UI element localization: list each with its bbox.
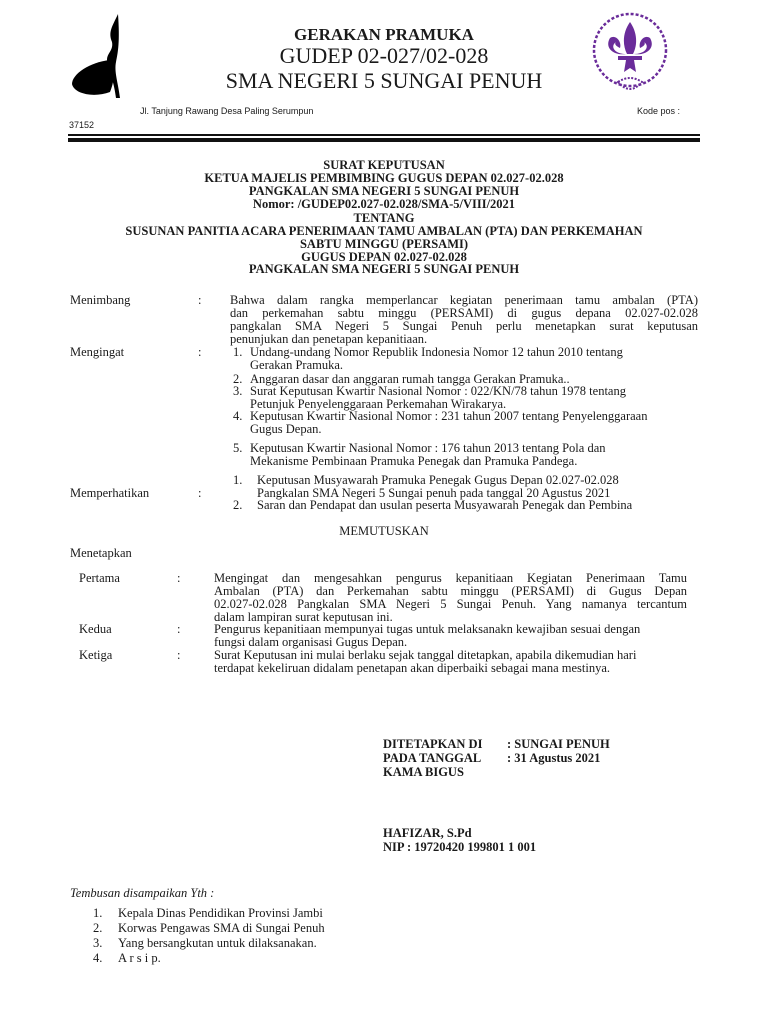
list-number: 2. — [233, 372, 243, 386]
list-number: 5. — [233, 441, 243, 455]
title-line: Nomor: /GUDEP02.027-02.028/SMA-5/VIII/2021 — [252, 197, 516, 211]
decision-text: 02.027-02.028 Pangkalan SMA Negeri 5 Sungai Penuh. Yang namanya tercantum — [214, 597, 687, 611]
colon: : — [177, 648, 181, 662]
header-divider — [68, 134, 700, 136]
colon: : — [198, 345, 202, 359]
list-number: 3. — [233, 384, 243, 398]
list-number: 1. — [233, 345, 243, 359]
decision-text: fungsi dalam organisasi Gugus Depan. — [214, 635, 408, 649]
memutuskan-heading: MEMUTUSKAN — [339, 524, 429, 538]
colon: : — [177, 622, 181, 636]
list-number: 2. — [233, 498, 243, 512]
title-line: TENTANG — [353, 211, 415, 225]
signature-nip: NIP : 19720420 199801 1 001 — [383, 840, 537, 854]
signature-name: HAFIZAR, S.Pd — [383, 826, 472, 840]
mengingat-item-text: Keputusan Kwartir Nasional Nomor : 176 tahun 2013 tentang Pola dan — [250, 441, 606, 455]
decision-text: terdapat kekeliruan didalam penetapan akan diperbaiki sebagai mana mestinya. — [214, 661, 611, 675]
mengingat-item-text: Gerakan Pramuka. — [250, 358, 344, 372]
mengingat-item-text: Surat Keputusan Kwartir Nasional Nomor : 022/KN/78 tahun 1978 tentang — [250, 384, 626, 398]
colon: : — [177, 571, 181, 585]
list-number: 4. — [93, 951, 103, 965]
colon: : — [198, 293, 202, 307]
postal-label: Kode pos : — [637, 106, 681, 116]
menimbang-text: Bahwa dalam rangka memperlancar kegiatan penerimaan tamu ambalan (PTA) — [230, 293, 698, 307]
list-number: 1. — [93, 906, 103, 920]
mengingat-item-text: Mekanisme Pembinaan Pramuka Penegak dan Pramuka Pandega. — [250, 454, 578, 468]
title-line: SURAT KEPUTUSAN — [323, 158, 445, 172]
menimbang-text: penunjukan dan penetapan kepanitiaan. — [230, 332, 428, 346]
mengingat-item-text: Undang-undang Nomor Republik Indonesia Nomor 12 tahun 2010 tentang — [250, 345, 623, 359]
decision-text: Ambalan (PTA) dan Perkemahan sabtu minggu (PERSAMI) di Gugus Depan — [214, 584, 687, 598]
tembusan-heading: Tembusan disampaikan Yth : — [70, 886, 215, 900]
mengingat-label: Mengingat — [70, 345, 125, 359]
signature-date: : 31 Agustus 2021 — [507, 751, 601, 765]
postal-code: 37152 — [69, 120, 95, 130]
title-line: PANGKALAN SMA NEGERI 5 SUNGAI PENUH — [248, 184, 520, 198]
decision-label: Pertama — [79, 571, 120, 585]
memperhatikan-item-text: Keputusan Musyawarah Pramuka Penegak Gugus Depan 02.027-02.028 — [257, 473, 619, 487]
header-divider-thick — [68, 138, 700, 142]
title-line: KETUA MAJELIS PEMBIMBING GUGUS DEPAN 02.027-02.028 — [204, 171, 564, 185]
decision-label: Kedua — [79, 622, 112, 636]
menimbang-text: pangkalan SMA Negeri 5 Sungai Penuh perlu menetapkan surat keputusan — [230, 319, 698, 333]
list-number: 2. — [93, 921, 103, 935]
list-number: 1. — [233, 473, 243, 487]
title-line: SUSUNAN PANITIA ACARA PENERIMAAN TAMU AMBALAN (PTA) DAN PERKEMAHAN — [125, 224, 643, 238]
mengingat-item-text: Petunjuk Penyelenggaraan Perkemahan Wirakarya. — [250, 397, 507, 411]
tembusan-item: Kepala Dinas Pendidikan Provinsi Jambi — [118, 906, 323, 920]
memperhatikan-item-text: Saran dan Pendapat dan usulan peserta Musyawarah Penegak dan Pembina — [257, 498, 633, 512]
tembusan-item: A r s i p. — [118, 951, 161, 965]
memperhatikan-label: Memperhatikan — [70, 486, 150, 500]
tembusan-item: Yang bersangkutan untuk dilaksanakan. — [118, 936, 317, 950]
signature-place-label: DITETAPKAN DI — [383, 737, 483, 751]
colon: : — [198, 486, 202, 500]
signature-role: KAMA BIGUS — [383, 765, 464, 779]
decision-text: dalam lampiran surat keputusan ini. — [214, 610, 393, 624]
signature-date-label: PADA TANGGAL — [383, 751, 482, 765]
menetapkan-label: Menetapkan — [70, 546, 132, 560]
org-name: GERAKAN PRAMUKA — [294, 25, 474, 44]
gudep-number: GUDEP 02-027/02-028 — [279, 43, 489, 68]
title-line: SABTU MINGGU (PERSAMI) — [299, 237, 469, 251]
tembusan-item: Korwas Pengawas SMA di Sungai Penuh — [118, 921, 325, 935]
menimbang-text: dan perkemahan sabtu minggu (PERSAMI) di gugus depana 02.027-02.028 — [230, 306, 698, 320]
list-number: 4. — [233, 409, 243, 423]
memperhatikan-item-text: Pangkalan SMA Negeri 5 Sungai penuh pada tanggal 20 Agustus 2021 — [257, 486, 611, 500]
decision-text: Pengurus kepanitiaan mempunyai tugas untuk melaksanakn kewajiban sesuai dengan — [214, 622, 641, 636]
decision-label: Ketiga — [79, 648, 113, 662]
title-line: PANGKALAN SMA NEGERI 5 SUNGAI PENUH — [248, 262, 520, 276]
list-number: 3. — [93, 936, 103, 950]
school-name: SMA NEGERI 5 SUNGAI PENUH — [225, 68, 543, 93]
title-line: GUGUS DEPAN 02.027-02.028 — [301, 250, 467, 264]
menimbang-label: Menimbang — [70, 293, 131, 307]
address: Jl. Tanjung Rawang Desa Paling Serumpun — [140, 106, 314, 116]
signature-place: : SUNGAI PENUH — [507, 737, 610, 751]
mengingat-item-text: Gugus Depan. — [250, 422, 322, 436]
mengingat-item-text: Anggaran dasar dan anggaran rumah tangga Gerakan Pramuka.. — [250, 372, 570, 386]
decision-text: Mengingat dan mengesahkan pengurus kepanitiaan Kegiatan Penerimaan Tamu — [214, 571, 687, 585]
decision-text: Surat Keputusan ini mulai berlaku sejak tanggal ditetapkan, apabila dikemudian hari — [214, 648, 637, 662]
mengingat-item-text: Keputusan Kwartir Nasional Nomor : 231 tahun 2007 tentang Penyelenggaraan — [250, 409, 648, 423]
